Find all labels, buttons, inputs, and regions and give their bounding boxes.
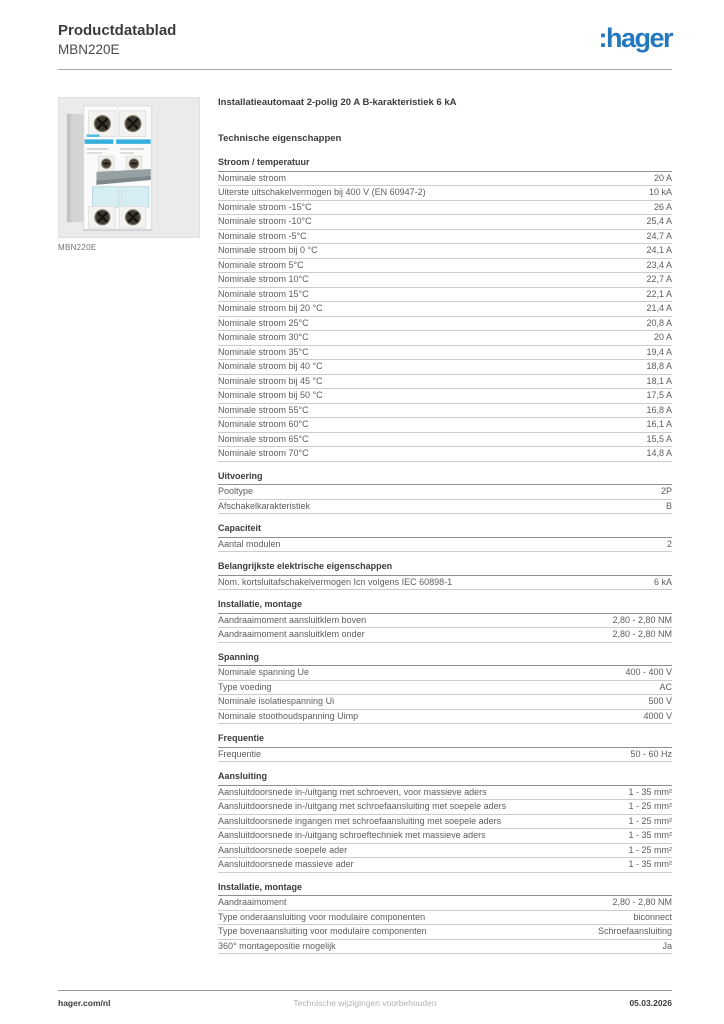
header-divider [58,69,672,70]
spec-row [218,485,672,500]
spec-row-label: 360° montagepositie mogelijk [218,941,336,951]
spec-row [218,433,672,448]
spec-row-label: Aandraaimoment aansluitklem boven [218,615,367,625]
spec-row-value: 1 - 25 mm² [628,801,672,812]
spec-row [218,911,672,926]
spec-row-label: Nominale stroom 5°C [218,260,304,270]
product-title: Installatieautomaat 2-polig 20 A B-karakteristiek 6 kA [218,97,457,109]
spec-row [218,800,672,815]
spec-group-title: Spanning [218,653,672,667]
spec-row-value: 21,4 A [646,303,672,314]
spec-row-label: Aansluitdoorsnede in-/uitgang schroeftechniek met massieve aders [218,831,486,841]
footer-disclaimer: Technische wijzigingen voorbehouden [293,998,437,1008]
spec-group-title: Installatie, montage [218,600,672,614]
spec-row [218,896,672,911]
spec-row-label: Nominale stroom 65°C [218,434,309,444]
spec-row-label: Type onderaansluiting voor modulaire componenten [218,912,426,922]
product-image [58,97,200,238]
spec-row [218,230,672,245]
spec-row-value: 24,1 A [646,245,672,256]
spec-row-label: Aansluitdoorsnede ingangen met schroefaansluiting met soepele aders [218,816,502,826]
spec-row-label: Nominale stroom bij 40 °C [218,362,323,372]
spec-row [218,215,672,230]
spec-row [218,273,672,288]
spec-row-value: Ja [662,940,672,951]
spec-row [218,331,672,346]
spec-row-label: Nominale stroom 15°C [218,289,309,299]
spec-row-label: Nominale stroom 60°C [218,420,309,430]
spec-row-value: 1 - 35 mm² [628,859,672,870]
spec-row-label: Aandraaimoment [218,898,287,908]
spec-row-value: 2,80 - 2,80 NM [612,629,672,640]
spec-row [218,302,672,317]
page-header [58,22,672,58]
spec-group [218,158,672,462]
spec-row-label: Nominale stoothoudspanning Uimp [218,711,359,721]
spec-group-title: Aansluiting [218,772,672,786]
spec-row [218,576,672,591]
spec-row [218,844,672,859]
spec-row [218,317,672,332]
spec-row-value: 18,1 A [646,375,672,386]
spec-row-value: B [665,500,672,511]
spec-row-label: Nominale stroom bij 45 °C [218,376,323,386]
hager-logo: :hager [598,23,672,53]
spec-row-value: 24,7 A [646,230,672,241]
spec-groups [218,158,672,954]
spec-row-value: 10 kA [648,187,672,198]
spec-row-value: 22,1 A [646,288,672,299]
spec-row [218,710,672,725]
spec-row [218,786,672,801]
spec-row-value: 16,8 A [646,404,672,415]
spec-group [218,562,672,590]
spec-group-title: Frequentie [218,734,672,748]
spec-row-label: Aandraaimoment aansluitklem onder [218,630,365,640]
spec-row [218,681,672,696]
spec-row [218,201,672,216]
spec-row-value: 4000 V [643,710,672,721]
spec-row-label: Nominale stroom 25°C [218,318,309,328]
spec-row [218,389,672,404]
spec-row-value: 18,8 A [646,361,672,372]
spec-row-label: Nominale stroom 35°C [218,347,309,357]
spec-row-label: Nominale stroom 30°C [218,333,309,343]
spec-row [218,447,672,462]
spec-row-label: Aansluitdoorsnede soepele ader [218,845,348,855]
spec-row-label: Frequentie [218,749,262,759]
spec-row [218,695,672,710]
spec-row-label: Nominale stroom 70°C [218,449,309,459]
footer-date: 05.03.2026 [629,998,672,1008]
spec-row-label: Nominale isolatiespanning Ui [218,697,335,707]
spec-group-title: Capaciteit [218,524,672,538]
spec-group [218,653,672,725]
spec-row [218,500,672,515]
spec-row-label: Nominale spanning Ue [218,668,310,678]
spec-row-label: Nominale stroom bij 20 °C [218,304,323,314]
spec-row-label: Pooltype [218,487,254,497]
product-image-caption: MBN220E [58,243,97,253]
spec-row-label: Afschakelkarakteristiek [218,501,311,511]
spec-row-label: Aansluitdoorsnede in-/uitgang met schroeven, voor massieve aders [218,787,487,797]
spec-row [218,360,672,375]
spec-row-value: 1 - 35 mm² [628,830,672,841]
spec-row [218,815,672,830]
tech-properties-heading: Technische eigenschappen [218,133,342,145]
footer-row [58,998,672,1008]
spec-row [218,346,672,361]
spec-row [218,288,672,303]
spec-group [218,883,672,955]
spec-row-label: Nominale stroom 55°C [218,405,309,415]
product-image-column [58,97,200,954]
spec-row-label: Aansluitdoorsnede massieve ader [218,860,354,870]
spec-row-label: Nominale stroom [218,173,287,183]
spec-row-value: 17,5 A [646,390,672,401]
product-code: MBN220E [58,42,120,57]
spec-row-value: Schroefaansluiting [597,926,672,937]
spec-row-label: Type voeding [218,682,272,692]
spec-row-value: 1 - 25 mm² [628,844,672,855]
spec-row-label: Nominale stroom -10°C [218,217,312,227]
spec-row-value: 26 A [653,201,672,212]
spec-group [218,772,672,873]
spec-group [218,524,672,552]
spec-row [218,925,672,940]
header-titles [58,22,176,58]
spec-row-label: Nominale stroom -15°C [218,202,312,212]
spec-row-label: Type bovenaansluiting voor modulaire componenten [218,927,427,937]
doc-type-title: Productdatablad [58,22,177,39]
spec-row-label: Nominale stroom -5°C [218,231,307,241]
spec-row-value: 400 - 400 V [625,667,672,678]
spec-row [218,172,672,187]
page-footer [58,990,672,1008]
spec-row-value: 2P [660,486,672,497]
spec-row [218,748,672,763]
spec-row [218,404,672,419]
spec-group [218,734,672,762]
spec-group [218,472,672,515]
spec-column [218,97,672,954]
spec-row-value: 1 - 35 mm² [628,786,672,797]
spec-group [218,600,672,643]
spec-row-value: 23,4 A [646,259,672,270]
spec-row-label: Aansluitdoorsnede in-/uitgang met schroefaansluiting met soepele aders [218,802,507,812]
spec-row-label: Nominale stroom bij 50 °C [218,391,323,401]
spec-row-value: 14,8 A [646,448,672,459]
spec-row [218,538,672,553]
spec-row [218,628,672,643]
spec-row [218,259,672,274]
spec-row [218,186,672,201]
spec-row-value: 20 A [653,172,672,183]
spec-row-label: Nom. kortsluitafschakelvermogen Icn volgens IEC 60898-1 [218,577,453,587]
spec-row-value: biconnect [633,911,672,922]
spec-row-value: 2,80 - 2,80 NM [612,897,672,908]
spec-row-value: AC [659,681,672,692]
spec-row [218,940,672,955]
spec-row-label: Nominale stroom 10°C [218,275,309,285]
spec-row-value: 16,1 A [646,419,672,430]
spec-row [218,418,672,433]
spec-row-value: 25,4 A [646,216,672,227]
spec-row-label: Nominale stroom bij 0 °C [218,246,318,256]
spec-row-value: 19,4 A [646,346,672,357]
spec-row-value: 500 V [648,696,672,707]
spec-group-title: Stroom / temperatuur [218,158,672,172]
spec-row [218,666,672,681]
spec-row [218,244,672,259]
spec-row-label: Uiterste uitschakelvermogen bij 400 V (EN 60947-2) [218,188,426,198]
spec-row-value: 1 - 25 mm² [628,815,672,826]
page-body [58,97,672,954]
spec-row-value: 50 - 60 Hz [630,748,672,759]
spec-row [218,858,672,873]
spec-row [218,614,672,629]
footer-divider [58,990,672,991]
spec-row-value: 15,5 A [646,433,672,444]
spec-row-value: 20,8 A [646,317,672,328]
spec-row [218,375,672,390]
spec-row-value: 2 [666,538,672,549]
circuit-breaker-illustration [59,98,199,237]
footer-website: hager.com/nl [58,998,111,1008]
spec-row-value: 22,7 A [646,274,672,285]
spec-row-value: 6 kA [653,576,672,587]
spec-group-title: Uitvoering [218,472,672,486]
spec-row [218,829,672,844]
spec-row-value: 2,80 - 2,80 NM [612,614,672,625]
spec-row-value: 20 A [653,332,672,343]
spec-group-title: Installatie, montage [218,883,672,897]
spec-group-title: Belangrijkste elektrische eigenschappen [218,562,672,576]
spec-row-label: Aantal modulen [218,539,281,549]
